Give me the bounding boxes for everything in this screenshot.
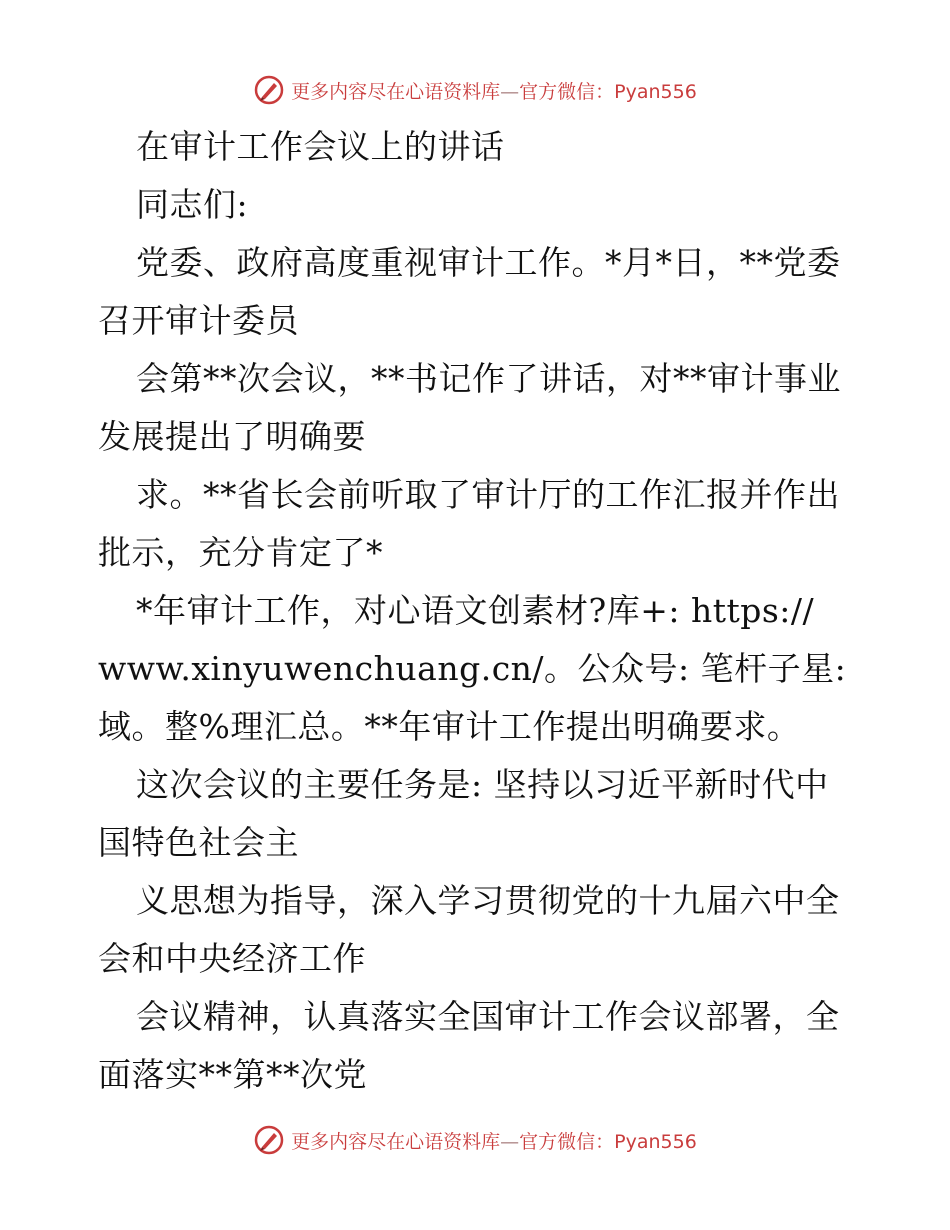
document-title: 在审计工作会议上的讲话 [136,127,505,166]
pen-circle-logo-icon [253,74,285,106]
text-line: 发展提出了明确要 [98,417,366,456]
document-body [98,118,858,1104]
text-line: 域。整%理汇总。**年审计工作提出明确要求。 [98,707,801,746]
text-line: 义思想为指导，深入学习贯彻党的十九届六中全 [136,881,840,920]
banner-text: 更多内容尽在心语资料库—官方微信：Pyan556 [291,1130,697,1153]
text-line: 召开审计委员 [98,301,299,340]
text-line: 这次会议的主要任务是: 坚持以习近平新时代中 [136,765,829,804]
text-line: *年审计工作，对心语文创素材?库+: https:// [136,591,815,630]
header-banner [0,70,950,110]
banner-text: 更多内容尽在心语资料库—官方微信：Pyan556 [291,80,697,103]
text-line: 会和中央经济工作 [98,939,366,978]
footer-banner [0,1120,950,1160]
text-line: 会第**次会议，**书记作了讲话，对**审计事业 [136,359,841,398]
text-line: 国特色社会主 [98,823,299,862]
text-line: www.xinyuwenchuang.cn/。公众号: 笔杆子星: [98,649,847,688]
text-line: 求。**省长会前听取了审计厅的工作汇报并作出 [136,475,840,514]
text-line: 党委、政府高度重视审计工作。*月*日，**党委 [136,243,841,282]
pen-circle-logo-icon [253,1124,285,1156]
text-line: 批示，充分肯定了* [98,533,383,572]
text-line: 会议精神，认真落实全国审计工作会议部署，全 [136,997,840,1036]
text-line: 面落实**第**次党 [98,1055,367,1094]
salutation: 同志们: [136,185,249,224]
